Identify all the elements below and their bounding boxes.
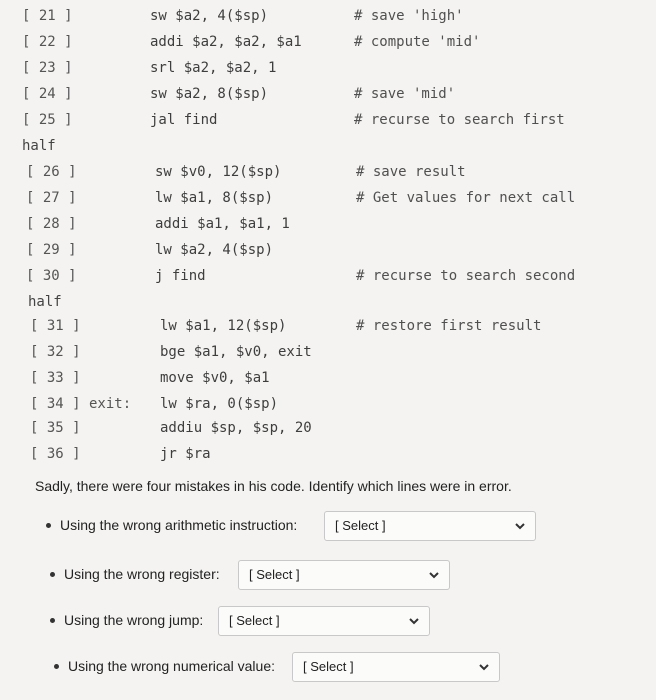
line-number: [ 33 ] <box>30 370 81 386</box>
code-line <box>0 446 656 468</box>
code-line <box>0 370 656 392</box>
bullet-dot <box>50 618 55 623</box>
code-line <box>0 112 656 134</box>
comment: # Get values for next call <box>356 190 576 206</box>
instruction: sw $a2, 8($sp) <box>150 86 269 102</box>
item-label: Using the wrong numerical value: <box>68 658 275 674</box>
code-line <box>0 242 656 264</box>
code-line <box>0 164 656 186</box>
instruction: addiu $sp, $sp, 20 <box>160 420 312 436</box>
instruction: addi $a2, $a2, $a1 <box>150 34 302 50</box>
item-label: Using the wrong jump: <box>64 612 204 628</box>
line-number: [ 27 ] <box>26 190 77 206</box>
answer-item-jump <box>50 606 430 642</box>
jump-select[interactable] <box>218 606 430 636</box>
instruction: sw $v0, 12($sp) <box>155 164 282 180</box>
line-number: [ 23 ] <box>22 60 73 76</box>
instruction: lw $a2, 4($sp) <box>155 242 274 258</box>
instruction: jr $ra <box>160 446 211 462</box>
code-line <box>0 34 656 56</box>
code-line <box>0 420 656 442</box>
code-line <box>0 318 656 340</box>
code-line <box>0 396 656 418</box>
select-value: [ Select ] <box>335 518 386 533</box>
comment-continuation: half <box>22 138 56 154</box>
line-number: [ 32 ] <box>30 344 81 360</box>
line-number: [ 22 ] <box>22 34 73 50</box>
select-value: [ Select ] <box>229 613 280 628</box>
code-line <box>0 60 656 82</box>
code-line <box>0 86 656 108</box>
question-text: Sadly, there were four mistakes in his code. Identify which lines were in error. <box>35 478 512 494</box>
code-line <box>0 8 656 30</box>
line-number: [ 28 ] <box>26 216 77 232</box>
register-select[interactable] <box>238 560 450 590</box>
code-line <box>0 294 656 316</box>
numerical-select[interactable] <box>292 652 500 682</box>
chevron-down-icon <box>407 614 421 628</box>
item-label: Using the wrong register: <box>64 566 220 582</box>
chevron-down-icon <box>513 519 527 533</box>
code-line <box>0 138 656 160</box>
code-line <box>0 216 656 238</box>
chevron-down-icon <box>427 568 441 582</box>
instruction: lw $a1, 8($sp) <box>155 190 274 206</box>
bullet-dot <box>46 523 51 528</box>
line-number: [ 26 ] <box>26 164 77 180</box>
comment: # recurse to search second <box>356 268 576 284</box>
comment: # recurse to search first <box>354 112 565 128</box>
instruction: sw $a2, 4($sp) <box>150 8 269 24</box>
answer-item-numerical <box>54 652 500 688</box>
code-line <box>0 190 656 212</box>
instruction: addi $a1, $a1, 1 <box>155 216 290 232</box>
chevron-down-icon <box>477 660 491 674</box>
instruction: srl $a2, $a2, 1 <box>150 60 277 76</box>
instruction: lw $a1, 12($sp) <box>160 318 287 334</box>
line-number: [ 35 ] <box>30 420 81 436</box>
arithmetic-select[interactable] <box>324 511 536 541</box>
comment-continuation: half <box>28 294 62 310</box>
comment: # save 'high' <box>354 8 464 24</box>
instruction: j find <box>155 268 206 284</box>
item-label: Using the wrong arithmetic instruction: <box>60 517 298 533</box>
select-value: [ Select ] <box>249 567 300 582</box>
answer-item-arithmetic <box>46 511 536 547</box>
code-line <box>0 268 656 290</box>
comment: # restore first result <box>356 318 542 334</box>
comment: # compute 'mid' <box>354 34 481 50</box>
instruction: bge $a1, $v0, exit <box>160 344 312 360</box>
answer-item-register <box>50 560 450 596</box>
bullet-dot <box>50 572 55 577</box>
comment: # save 'mid' <box>354 86 456 102</box>
line-number: [ 25 ] <box>22 112 73 128</box>
instruction: lw $ra, 0($sp) <box>160 396 279 412</box>
select-value: [ Select ] <box>303 659 354 674</box>
line-number: [ 29 ] <box>26 242 77 258</box>
line-number: [ 36 ] <box>30 446 81 462</box>
code-line <box>0 344 656 366</box>
line-number: [ 31 ] <box>30 318 81 334</box>
instruction: move $v0, $a1 <box>160 370 270 386</box>
line-number: [ 34 ] exit: <box>30 396 132 412</box>
line-number: [ 24 ] <box>22 86 73 102</box>
comment: # save result <box>356 164 466 180</box>
instruction: jal find <box>150 112 218 128</box>
line-number: [ 21 ] <box>22 8 73 24</box>
bullet-dot <box>54 664 59 669</box>
line-number: [ 30 ] <box>26 268 77 284</box>
